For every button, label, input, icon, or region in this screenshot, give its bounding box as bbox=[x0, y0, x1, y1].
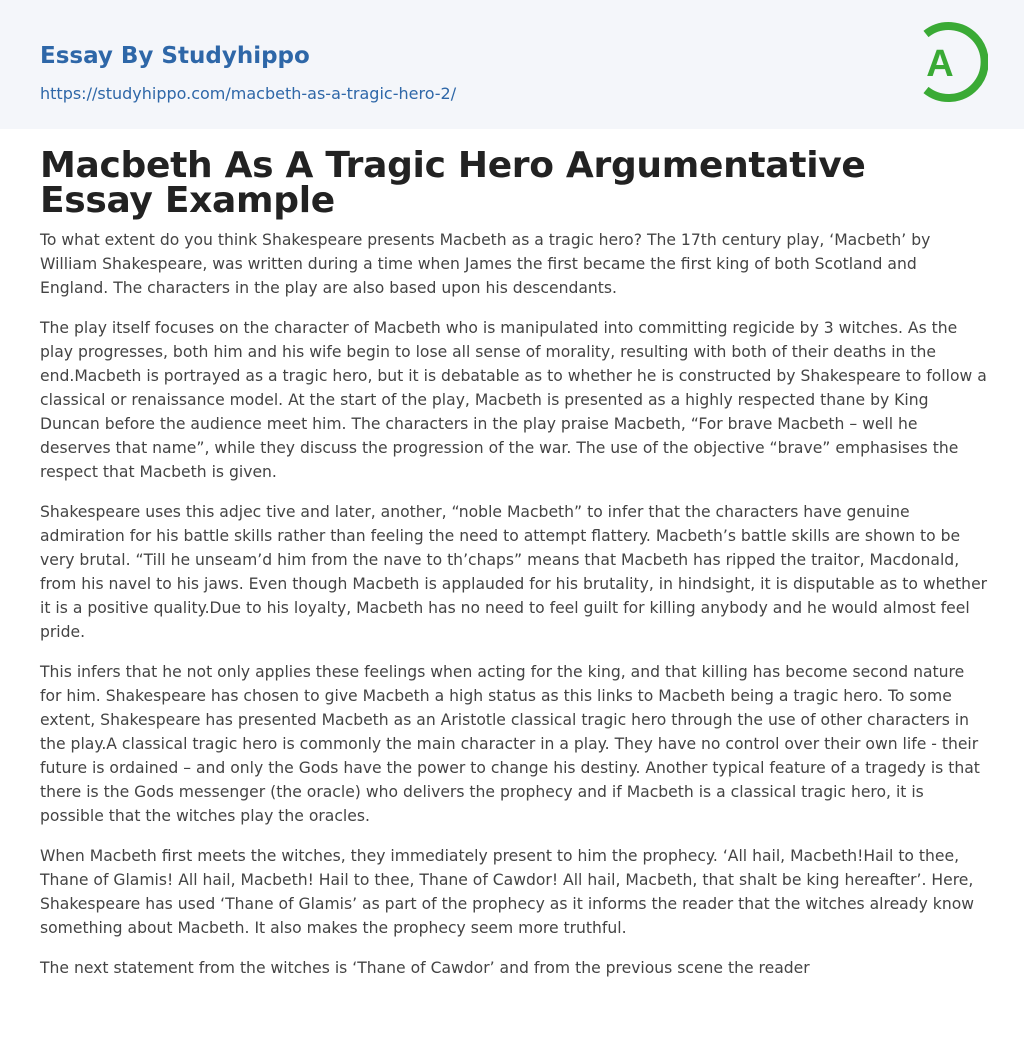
source-url-link[interactable]: https://studyhippo.com/macbeth-as-a-tragic-hero-2/ bbox=[40, 84, 457, 103]
essay-paragraph: To what extent do you think Shakespeare presents Macbeth as a tragic hero? The 17th century play, ‘Macbeth’ by William Shakespeare, was written during a time when James the first became the first king of both Scotland and England. The characters in the play are also based upon his descendants. bbox=[40, 231, 931, 297]
essay-paragraph: This infers that he not only applies these feelings when acting for the king, and that killing has become second nature for him. Shakespeare has chosen to give Macbeth a high status as this links to Macbeth being a tragic hero. To some extent, Shakespeare has presented Macbeth as an Aristotle classical tragic hero through the use of other characters in the play.A classical tragic hero is commonly the main character in a play. They have no control over their own life - their future is ordained – and only the Gods have the power to change his destiny. Another typical feature of a tragedy is that there is the Gods messenger (the oracle) who delivers the prophecy and if Macbeth is a classical tragic hero, it is possible that the witches play the oracles. bbox=[40, 663, 980, 825]
essay-body bbox=[40, 228, 988, 996]
essay-paragraph: The next statement from the witches is ‘Thane of Cawdor’ and from the previous scene the reader bbox=[40, 959, 810, 977]
essay-paragraph: The play itself focuses on the character of Macbeth who is manipulated into committing regicide by 3 witches. As the play progresses, both him and his wife begin to lose all sense of morality, resulting with both of their deaths in the end.Macbeth is portrayed as a tragic hero, but it is debatable as to whether he is constructed by Shakespeare to follow a classical or renaissance model. At the start of the play, Macbeth is presented as a highly respected thane by King Duncan before the audience meet him. The characters in the play praise Macbeth, “For brave Macbeth – well he deserves that name”, while they discuss the progression of the war. The use of the objective “brave” emphasises the respect that Macbeth is given. bbox=[40, 319, 987, 481]
site-header bbox=[0, 0, 1024, 129]
essay-paragraph: When Macbeth first meets the witches, they immediately present to him the prophecy. ‘All hail, Macbeth!Hail to thee, Thane of Glamis! All hail, Macbeth! Hail to thee, Thane of Cawdor! All hail, Macbeth, that shalt be king hereafter’. Here, Shakespeare has used ‘Thane of Glamis’ as part of the prophecy as it informs the reader that the witches already know something about Macbeth. It also makes the prophecy seem more truthful. bbox=[40, 847, 975, 937]
brand-name: Essay By Studyhippo bbox=[40, 43, 310, 69]
logo-letter: A bbox=[926, 43, 954, 85]
essay-paragraph: Shakespeare uses this adjec tive and later, another, “noble Macbeth” to infer that the characters have genuine admiration for his battle skills rather than feeling the need to attempt flattery. Macbeth’s battle skills are shown to be very brutal. “Till he unseam’d him from the nave to th’chaps” means that Macbeth has ripped the traitor, Macdonald, from his navel to his jaws. Even though Macbeth is applauded for his brutality, in hindsight, it is disputable as to whether it is a positive quality.Due to his loyalty, Macbeth has no need to feel guilt for killing anybody and he would almost feel pride. bbox=[40, 503, 988, 641]
studyhippo-logo-icon[interactable] bbox=[912, 18, 988, 106]
essay-title: Macbeth As A Tragic Hero Argumentative Essay Example bbox=[40, 145, 866, 221]
